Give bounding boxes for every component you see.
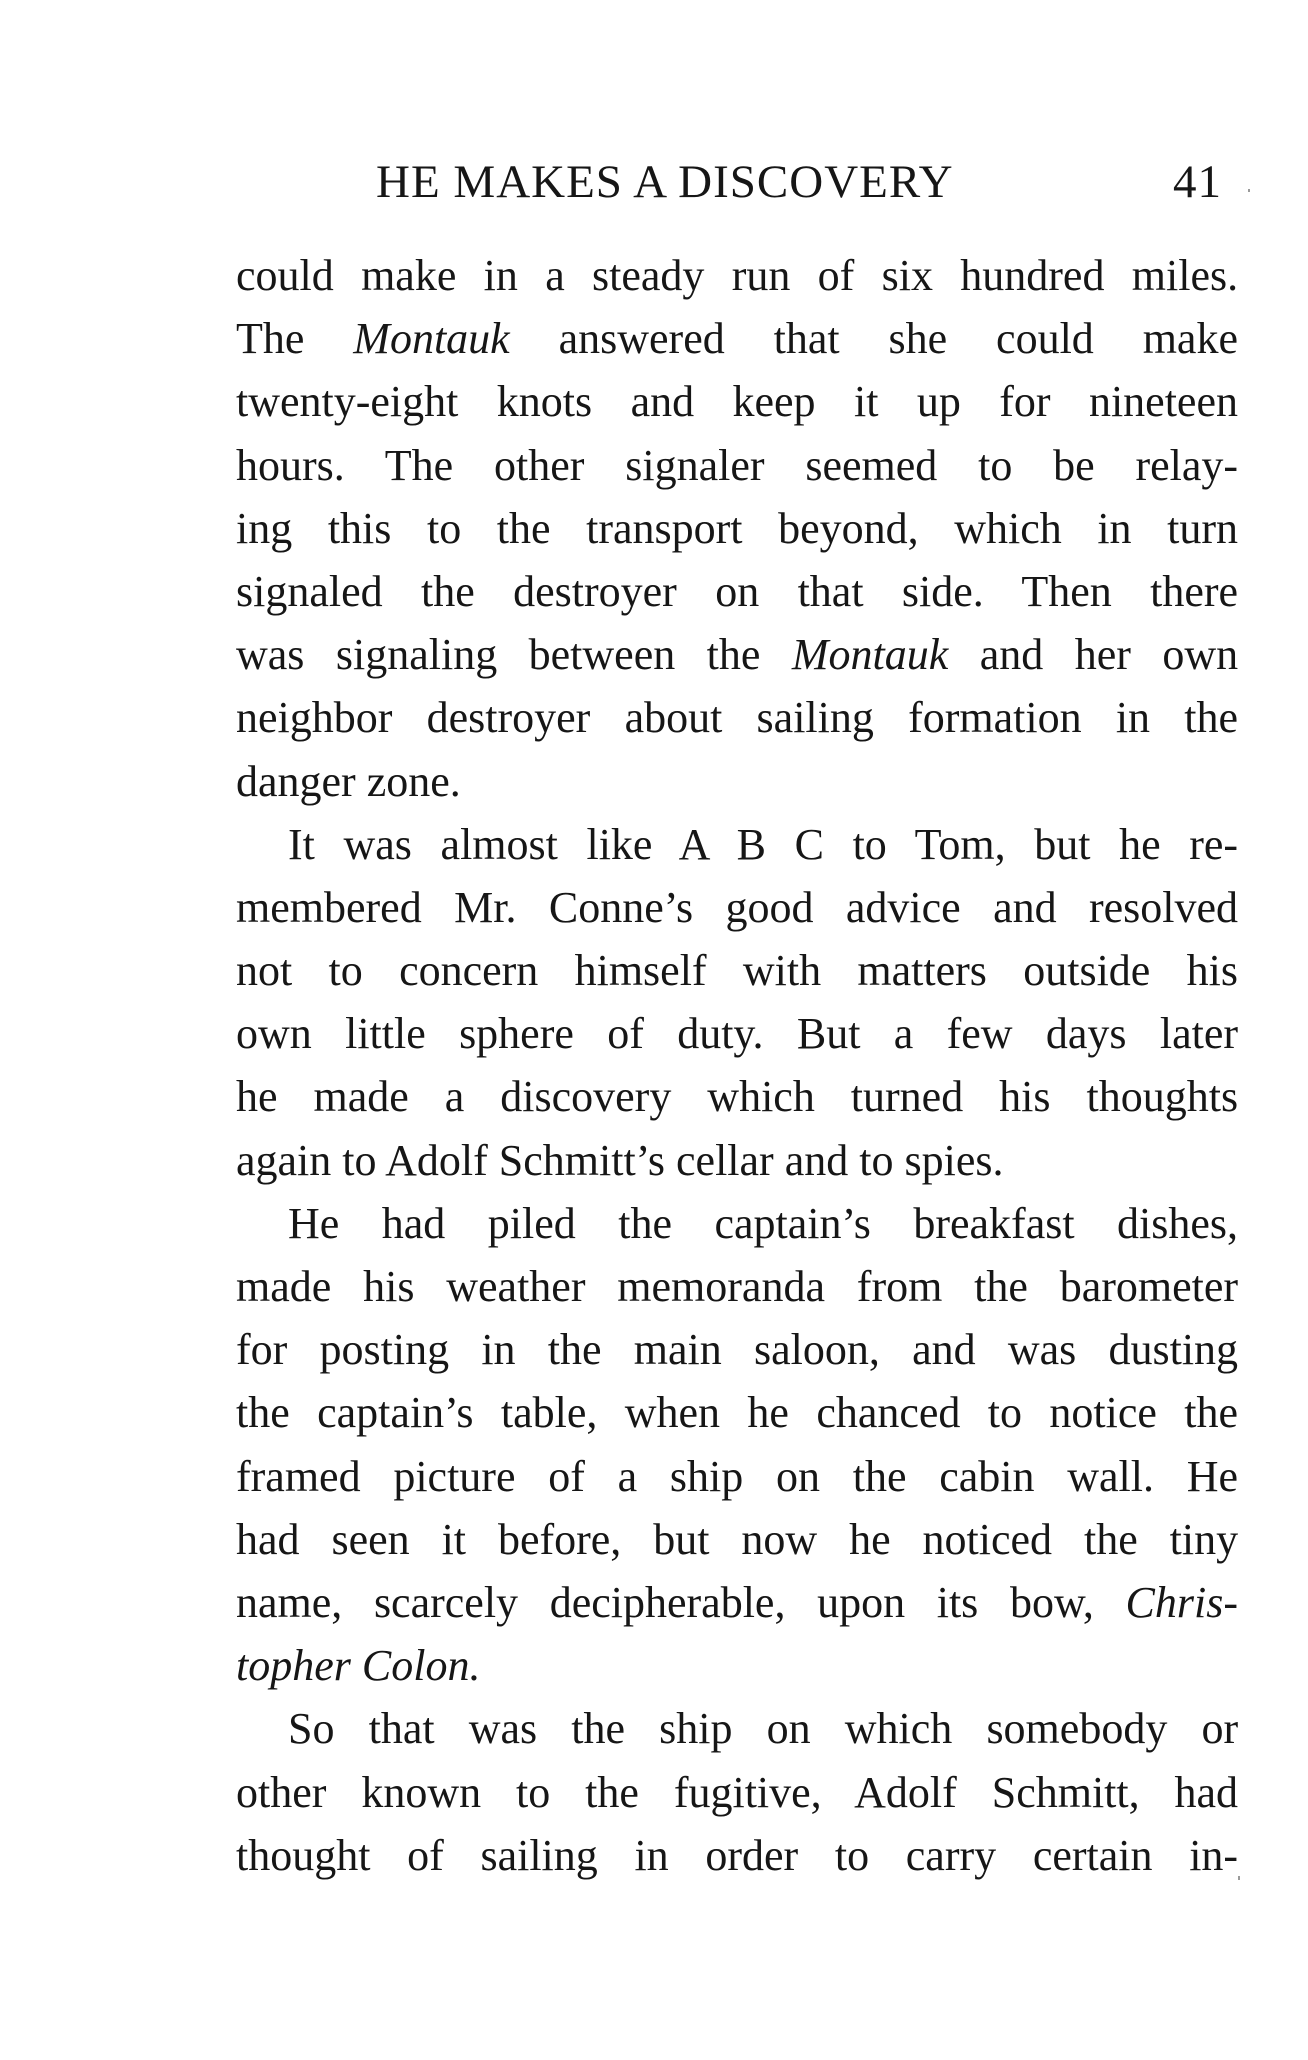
text-word: to [978, 440, 1013, 490]
text-word: name, [236, 1577, 343, 1627]
text-word: almost [440, 819, 558, 869]
text-line [236, 1192, 1238, 1255]
text-word: on [775, 1451, 820, 1501]
text-word: danger [236, 756, 356, 806]
text-word: other [236, 1767, 327, 1817]
text-word: and [912, 1325, 976, 1375]
text-word: was [343, 819, 412, 869]
text-word: cellar [676, 1135, 774, 1185]
text-line [236, 1571, 1238, 1634]
text-word: ing [236, 503, 293, 553]
text-word: she [888, 314, 948, 364]
text-word: discovery [500, 1072, 672, 1122]
text-word: he [849, 1514, 891, 1564]
text-word: had [236, 1514, 300, 1564]
text-word: himself [574, 946, 707, 996]
text-word: outside [1023, 946, 1151, 996]
text-line [236, 370, 1238, 433]
text-word: wall. [1067, 1451, 1155, 1501]
text-word: the [571, 1704, 626, 1754]
text-word: Chris- [1125, 1577, 1238, 1627]
text-word: ship [669, 1451, 744, 1501]
text-word: Adolf [854, 1767, 957, 1817]
text-line [236, 560, 1238, 623]
text-word: or [1201, 1704, 1239, 1754]
text-word: its [936, 1577, 979, 1627]
text-word: certain [1032, 1830, 1153, 1880]
text-word: framed [236, 1451, 361, 1501]
text-word: on [715, 566, 760, 616]
text-word: Conne’s [548, 882, 694, 932]
text-word: cabin [939, 1451, 1035, 1501]
text-word: be [1053, 440, 1095, 490]
text-word: a [444, 1072, 465, 1122]
text-word: in [1115, 693, 1151, 743]
text-word: Colon. [361, 1641, 481, 1691]
text-word: breakfast [913, 1198, 1075, 1248]
text-word: to [328, 946, 363, 996]
text-word: re- [1189, 819, 1239, 869]
text-word: good [725, 882, 814, 932]
text-word: turn [1167, 503, 1239, 553]
text-word: not [236, 946, 293, 996]
text-word: main [633, 1325, 722, 1375]
text-word: that [368, 1704, 435, 1754]
text-word: steady [592, 251, 705, 300]
text-word: in [634, 1830, 669, 1880]
text-word: Then [1021, 566, 1112, 616]
text-word: Mr. [454, 882, 517, 932]
text-word: of [548, 1451, 585, 1501]
text-word: of [607, 1009, 644, 1059]
text-line [236, 1129, 1238, 1192]
text-word: signaler [625, 440, 765, 490]
text-word: had [381, 1198, 446, 1248]
text-word: there [1150, 566, 1239, 616]
text-word: was [1007, 1325, 1077, 1375]
text-word: he [236, 1072, 278, 1122]
text-word: could [236, 251, 334, 300]
text-word: to [516, 1767, 551, 1817]
text-word: in [1097, 503, 1132, 553]
text-word: He [1186, 1451, 1239, 1501]
text-word: hours. [236, 440, 345, 490]
text-word: duty. [677, 1009, 764, 1059]
text-line [236, 813, 1238, 876]
scan-speck [1248, 189, 1250, 192]
text-word: like [586, 819, 653, 869]
text-word: So [288, 1704, 335, 1754]
text-word: a [617, 1451, 638, 1501]
text-word: It [288, 819, 315, 869]
text-word: between [528, 630, 676, 680]
text-word: nineteen [1088, 377, 1238, 427]
text-word: to [342, 1135, 377, 1185]
text-line [236, 939, 1238, 1002]
text-line [236, 1065, 1238, 1128]
text-word: that [773, 314, 840, 364]
text-word: notice [1049, 1388, 1157, 1438]
text-word: keep [732, 377, 816, 427]
text-word: made [236, 1262, 332, 1311]
text-word: six [881, 251, 933, 300]
text-line [236, 623, 1238, 686]
text-word: to [859, 1135, 894, 1185]
text-word: signaled [236, 566, 383, 616]
text-word: hundred [960, 251, 1105, 300]
text-word: the [974, 1262, 1028, 1311]
text-word: the [1083, 1514, 1138, 1564]
text-word: later [1159, 1009, 1239, 1059]
text-word: a [893, 1009, 914, 1059]
text-word: destroyer [426, 693, 591, 743]
text-line [236, 434, 1238, 497]
running-header [236, 152, 1260, 212]
running-head-title: HE MAKES A DISCOVERY [376, 156, 954, 208]
text-word: the [547, 1325, 602, 1375]
text-word: C [794, 819, 824, 869]
text-word: make [361, 251, 457, 300]
text-line [236, 876, 1238, 939]
text-word: Tom, [914, 819, 1006, 869]
text-word: in- [1189, 1830, 1239, 1880]
text-word: when [624, 1388, 721, 1438]
text-word: and [630, 377, 695, 427]
text-word: own [1162, 630, 1239, 680]
text-word: other [494, 440, 585, 490]
text-word: on [766, 1704, 811, 1754]
text-word: which [954, 503, 1062, 553]
text-word: from [856, 1262, 943, 1311]
text-line [236, 1508, 1238, 1571]
text-word: barometer [1059, 1262, 1239, 1311]
text-word: his [1186, 946, 1238, 996]
text-line [236, 1761, 1238, 1824]
text-word: beyond, [778, 503, 919, 553]
text-word: thought [236, 1830, 371, 1880]
text-word: of [407, 1830, 444, 1880]
text-word: Schmitt’s [498, 1135, 666, 1185]
text-word: the [585, 1767, 639, 1817]
text-line [236, 1002, 1238, 1065]
text-word: transport [586, 503, 743, 553]
text-word: the [1184, 1388, 1239, 1438]
text-word: turned [850, 1072, 964, 1122]
text-word: formation [908, 693, 1082, 743]
text-word: own [236, 1009, 312, 1059]
text-word: made [313, 1072, 409, 1122]
text-word: to [426, 503, 462, 553]
text-word: to [834, 1830, 870, 1880]
text-word: his [363, 1262, 415, 1311]
text-word: sphere [459, 1009, 574, 1059]
text-word: which [707, 1072, 815, 1122]
text-word: The [236, 314, 305, 364]
text-word: sailing [480, 1830, 598, 1880]
text-word: noticed [922, 1514, 1053, 1564]
text-word: of [817, 251, 855, 300]
text-line [236, 1824, 1238, 1887]
text-word: relay- [1135, 440, 1239, 490]
text-line [236, 1381, 1238, 1444]
text-word: it [853, 377, 879, 427]
text-word: dusting [1108, 1325, 1239, 1375]
text-word: Montauk [791, 630, 949, 680]
text-word: piled [487, 1198, 576, 1248]
text-word: resolved [1088, 882, 1239, 932]
text-word: the [706, 630, 761, 680]
text-word: which [844, 1704, 953, 1754]
text-word: dishes, [1117, 1198, 1239, 1248]
text-word: it [441, 1514, 467, 1564]
text-word: in [483, 251, 518, 300]
text-line [236, 750, 1238, 813]
text-word: advice [845, 882, 961, 932]
text-word: Schmitt, [991, 1767, 1140, 1817]
scan-speck [1238, 1876, 1240, 1880]
text-word: this [327, 503, 392, 553]
text-word: fugitive, [673, 1767, 822, 1817]
body-text [236, 244, 1238, 1887]
text-word: the [421, 566, 475, 616]
text-word: chanced [816, 1388, 961, 1438]
text-word: but [1034, 819, 1091, 869]
text-word: known [361, 1767, 482, 1817]
text-line [236, 244, 1238, 307]
text-word: destroyer [513, 566, 677, 616]
text-word: for [999, 377, 1051, 427]
text-word: that [797, 566, 864, 616]
text-word: matters [857, 946, 987, 996]
text-word: topher [236, 1641, 351, 1691]
text-word: miles. [1131, 251, 1239, 300]
text-word: carry [905, 1830, 997, 1880]
text-word: side. [901, 566, 984, 616]
text-line [236, 1634, 1238, 1697]
text-word: knots [496, 377, 593, 427]
text-word: The [384, 440, 454, 490]
text-word: A [678, 819, 709, 869]
text-word: and [979, 630, 1044, 680]
text-word: somebody [986, 1704, 1168, 1754]
text-word: a [545, 251, 565, 300]
text-word: sailing [756, 693, 874, 743]
text-word: make [1142, 314, 1238, 364]
text-word: was [468, 1704, 538, 1754]
text-word: few [946, 1009, 1013, 1059]
text-word: and [993, 882, 1057, 932]
text-word: He [288, 1198, 340, 1248]
text-word: signaling [335, 630, 498, 680]
text-word: days [1045, 1009, 1127, 1059]
text-word: B [736, 819, 766, 869]
text-word: he [1119, 819, 1161, 869]
text-line [236, 1445, 1238, 1508]
text-word: he [747, 1388, 789, 1438]
text-line [236, 686, 1238, 749]
text-word: again [236, 1135, 332, 1185]
text-word: up [916, 377, 961, 427]
text-word: weather [446, 1262, 586, 1311]
text-word: posting [319, 1325, 450, 1375]
text-word: seen [331, 1514, 410, 1564]
text-word: could [996, 314, 1094, 364]
text-word: his [999, 1072, 1051, 1122]
text-word: in [481, 1325, 516, 1375]
text-line [236, 1255, 1238, 1318]
text-word: seemed [805, 440, 938, 490]
text-word: spies. [904, 1135, 1004, 1185]
text-word: her [1074, 630, 1131, 680]
text-word: Montauk [353, 314, 510, 364]
text-word: thoughts [1086, 1072, 1239, 1122]
text-word: captain’s [317, 1388, 474, 1438]
text-word: to [852, 819, 887, 869]
text-word: and [784, 1135, 849, 1185]
page-number: 41 [1173, 156, 1222, 208]
text-word: table, [500, 1388, 598, 1438]
text-word: but [653, 1514, 710, 1564]
text-word: the [496, 503, 551, 553]
text-word: memoranda [617, 1262, 825, 1311]
text-line [236, 497, 1238, 560]
text-word: upon [817, 1577, 906, 1627]
text-word: saloon, [753, 1325, 880, 1375]
text-word: run [731, 251, 791, 300]
text-word: answered [558, 314, 725, 364]
text-word: scarcely [373, 1577, 519, 1627]
text-line [236, 1697, 1238, 1760]
text-word: now [741, 1514, 818, 1564]
text-word: the [852, 1451, 907, 1501]
text-word: tiny [1169, 1514, 1239, 1564]
text-word: But [796, 1009, 861, 1059]
text-word: zone. [366, 756, 461, 806]
text-word: captain’s [714, 1198, 871, 1248]
text-word: concern [399, 946, 539, 996]
text-word: with [742, 946, 822, 996]
text-word: membered [236, 882, 422, 932]
text-word: picture [393, 1451, 516, 1501]
text-word: about [624, 693, 723, 743]
text-word: the [236, 1388, 290, 1438]
text-line [236, 307, 1238, 370]
text-word: before, [497, 1514, 622, 1564]
text-word: twenty-eight [236, 377, 459, 427]
text-word: had [1174, 1767, 1239, 1817]
text-word: for [236, 1325, 288, 1375]
text-word: order [705, 1830, 799, 1880]
text-word: decipherable, [549, 1577, 786, 1627]
text-word: ship [659, 1704, 733, 1754]
text-word: little [345, 1009, 426, 1059]
text-word: neighbor [236, 693, 393, 743]
text-word: the [618, 1198, 672, 1248]
text-word: the [1184, 693, 1239, 743]
text-word: Adolf [385, 1135, 488, 1185]
text-word: to [987, 1388, 1023, 1438]
text-word: was [236, 630, 305, 680]
text-word: bow, [1009, 1577, 1094, 1627]
text-line [236, 1318, 1238, 1381]
